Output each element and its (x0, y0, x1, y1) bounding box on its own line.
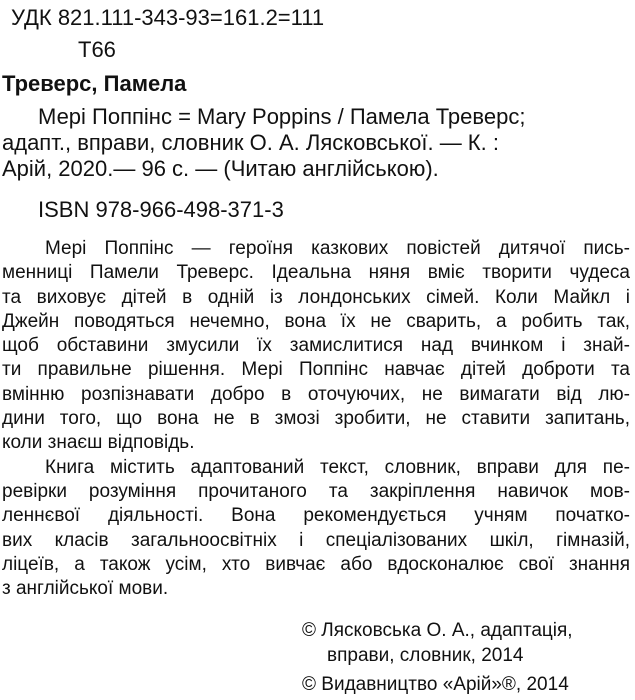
annotation-line: та виховує дітей в одній із лондонських сімей. Коли Майкл і (2, 286, 630, 308)
reference-line: адапт., вправи, словник О. А. Лясковської. — К. : (2, 130, 499, 155)
isbn-number: ISBN 978-966-498-371-3 (38, 197, 284, 222)
annotation-line: ти правильне рішення. Мері Поппінс навчає дітей доброти та (2, 359, 630, 381)
copyright-adaptation-cont: вправи, словник, 2014 (327, 645, 524, 666)
annotation-line: леннєвої діяльності. Вона рекомендується учням початко- (2, 505, 630, 527)
copyright-publisher: © Видавництво «Арій»®, 2014 (302, 674, 569, 695)
annotation-line: щоб обставини змусили їх замислитися над вчинком і знай- (2, 335, 630, 357)
author-name: Треверс, Памела (2, 71, 187, 96)
annotation-text (2, 237, 630, 601)
annotation-line: коли знаєш відповідь. (2, 432, 195, 454)
annotation-line: вих класів загальноосвітніх і спеціалізованих шкіл, гімназій, (2, 529, 630, 551)
udk-classification: УДК 821.111-343-93=161.2=111 (11, 5, 325, 30)
reference-line: Мері Поппінс = Mary Poppins / Памела Треверс; (38, 104, 526, 129)
annotation-line: з англійської мови. (2, 578, 169, 600)
annotation-line: дини того, що вона не в змозі зробити, не ставити запитань, (2, 408, 630, 430)
author-code: Т66 (78, 37, 116, 62)
copyright-adaptation: © Лясковська О. А., адаптація, (302, 620, 573, 641)
annotation-line: Книга містить адаптований текст, словник, вправи для пе- (45, 456, 630, 478)
annotation-line: Джейн поводяться нечемно, вона їх не сварить, а робить так, (2, 310, 630, 332)
annotation-line: вмінню розпізнавати добро в оточуючих, не вимагати від лю- (2, 383, 630, 405)
annotation-line: ліцеїв, а також усім, хто вивчає або вдосконалює свої знання (2, 553, 630, 575)
reference-line: Арій, 2020.— 96 с. — (Читаю англійською). (2, 156, 439, 181)
annotation-line: менниці Памели Треверс. Ідеальна няня вміє творити чудеса (2, 262, 630, 284)
annotation-line: ревірки розуміння прочитаного та закріплення навичок мов- (2, 480, 630, 502)
bibliographic-reference (2, 104, 632, 182)
annotation-line: Мері Поппінс — героїня казкових повістей дитячої пись- (45, 238, 630, 259)
